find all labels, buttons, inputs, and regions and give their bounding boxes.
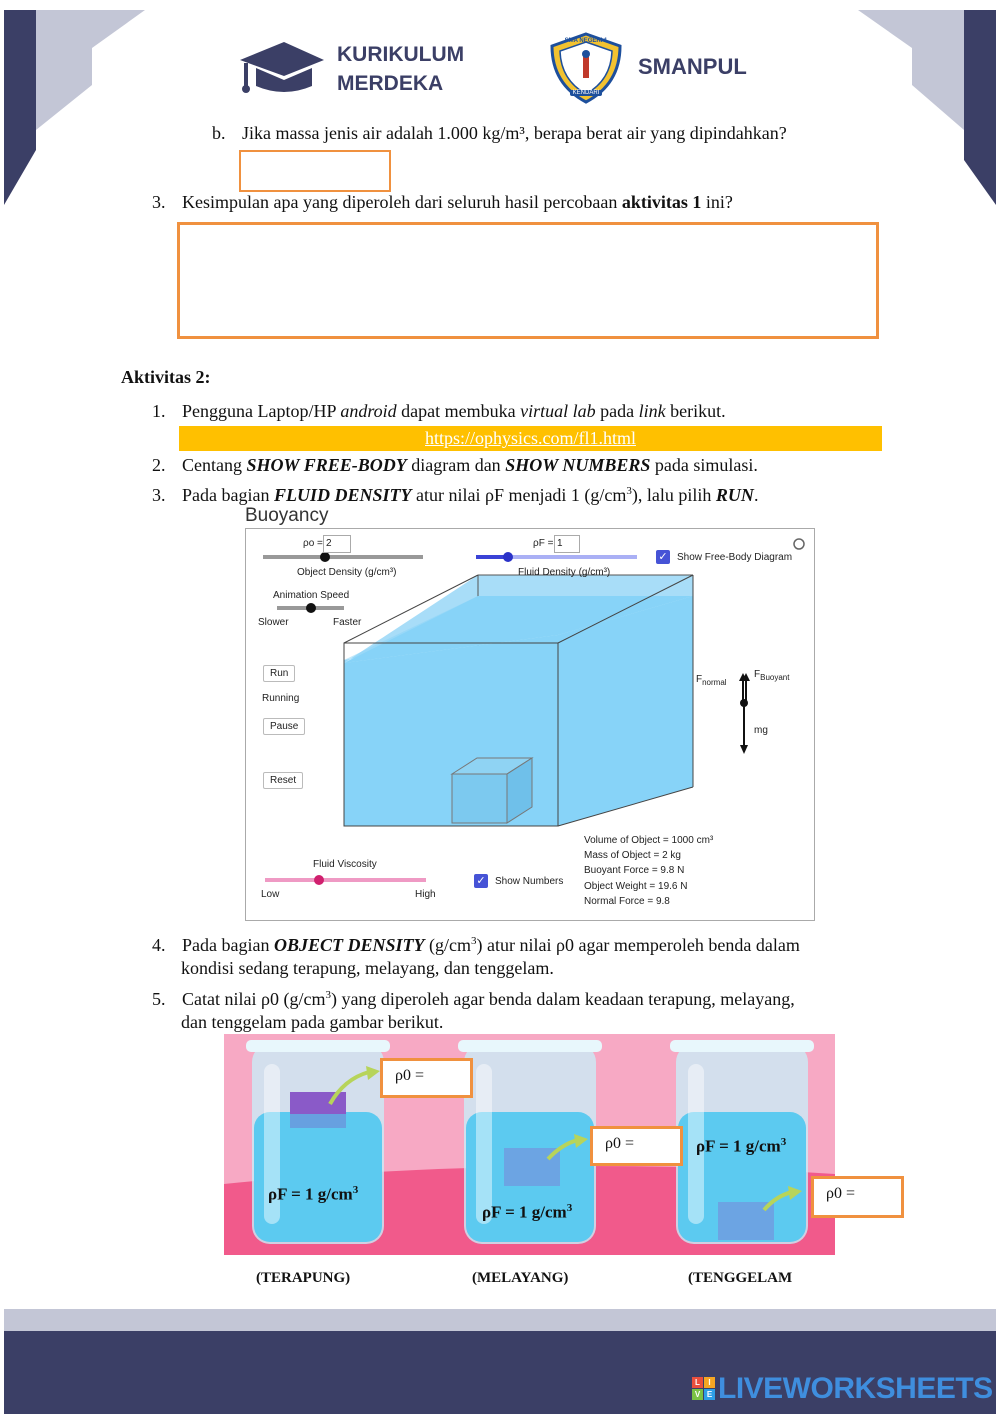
step-3-text-d: ), lalu pilih — [631, 485, 716, 505]
caption-tenggelam: (TENGGELAM — [688, 1270, 793, 1286]
step-1-text-c: dapat membuka — [396, 401, 521, 421]
fluid-sup-3: 3 — [780, 1136, 787, 1148]
step-5-text-b: ) yang diperoleh agar benda dalam keadaan terapung, melayang, — [330, 989, 795, 1009]
step-4-line-2: kondisi sedang terapung, melayang, dan tenggelam. — [181, 958, 554, 978]
logo-top-text: SMA NEGERI 1 — [564, 38, 608, 44]
step-4-sup: 3 — [471, 935, 477, 947]
answer-box-melayang[interactable]: ρ0 = — [590, 1126, 683, 1166]
school-name: SMANPUL — [638, 54, 747, 79]
caption-terapung: (TERAPUNG) — [256, 1270, 351, 1286]
step-4-text-a: Pada bagian — [182, 935, 274, 955]
step-4-number: 4. — [152, 935, 166, 955]
liveworksheets-badge — [692, 1377, 716, 1401]
graduation-cap-icon — [236, 36, 326, 98]
readout-buoyant-force: Buoyant Force = 9.8 N — [584, 865, 685, 877]
answer-box-tenggelam[interactable]: ρ0 = — [811, 1176, 904, 1218]
step-5 — [152, 984, 795, 1010]
step-3-text-f: . — [753, 485, 759, 505]
virtual-lab-link[interactable]: https://ophysics.com/fl1.html — [425, 428, 636, 448]
readout-mass: Mass of Object = 2 kg — [584, 850, 681, 862]
mg-label: mg — [754, 725, 768, 736]
beaker-illustration — [224, 1034, 835, 1255]
low-label: Low — [261, 889, 280, 900]
question-3-text: Kesimpulan apa yang diperoleh dari seluruh hasil percobaan — [182, 192, 622, 212]
step-2 — [152, 454, 758, 476]
step-2-text-d: SHOW NUMBERS — [505, 455, 651, 475]
badge-l: L — [692, 1377, 703, 1388]
step-2-text-b: SHOW FREE-BODY — [246, 455, 407, 475]
question-2b-marker: b. — [212, 123, 226, 143]
step-1 — [152, 400, 726, 422]
fluid-label-terapung — [268, 1184, 358, 1205]
step-3-number: 3. — [152, 485, 166, 505]
step-4-text-c: (g/cm — [424, 935, 471, 955]
readout-volume: Volume of Object = 1000 cm³ — [584, 835, 714, 846]
step-1-text-e: pada — [595, 401, 639, 421]
reset-button[interactable]: Reset — [263, 772, 303, 789]
question-2b-text: Jika massa jenis air adalah 1.000 kg/m³, berapa berat air yang dipindahkan? — [242, 123, 787, 143]
f-normal-label — [696, 674, 727, 687]
fluid-label-melayang — [482, 1202, 572, 1223]
fluid-label-tenggelam — [696, 1136, 786, 1157]
badge-e: E — [704, 1389, 715, 1400]
step-3 — [152, 480, 758, 506]
step-3-text-b: FLUID DENSITY — [273, 485, 412, 505]
step-2-number: 2. — [152, 455, 166, 475]
fluid-viscosity-label: Fluid Viscosity — [313, 859, 377, 870]
f-normal-sub: normal — [702, 678, 727, 687]
fluid-sup-2: 3 — [566, 1202, 573, 1214]
school-logo — [548, 32, 624, 104]
f-buoyant-sub: Buoyant — [760, 673, 790, 682]
logo-bottom-text: KENDARI — [570, 90, 602, 96]
question-2b — [212, 122, 787, 144]
step-2-text-c: diagram dan — [406, 455, 506, 475]
readout-normal-force: Normal Force = 9.8 — [584, 895, 670, 907]
f-buoyant-label — [754, 669, 789, 682]
answer-box-2b[interactable] — [239, 150, 391, 192]
step-5-sup: 3 — [325, 989, 331, 1001]
simulation-panel — [245, 528, 815, 921]
step-4-text-d: ) atur nilai ρ0 agar memperoleh benda dalam — [476, 935, 800, 955]
fluid-density-input[interactable]: 1 — [554, 535, 580, 553]
fbd-checkbox[interactable]: ✓ — [656, 550, 670, 564]
step-1-text-f: link — [638, 401, 666, 421]
running-status: Running — [262, 693, 300, 704]
faster-label: Faster — [333, 617, 362, 628]
step-1-text-g: berikut. — [665, 401, 726, 421]
object-density-caption: Object Density (g/cm³) — [297, 567, 397, 578]
liveworksheets-wordmark: LIVEWORKSHEETS — [718, 1372, 993, 1405]
step-5-number: 5. — [152, 989, 166, 1009]
caption-melayang: (MELAYANG) — [472, 1270, 569, 1286]
pause-button[interactable]: Pause — [263, 718, 305, 735]
step-5-text-a: Catat nilai ρ0 (g/cm — [182, 989, 326, 1009]
sim-title: Buoyancy — [245, 505, 329, 526]
step-1-text-d: virtual lab — [520, 401, 596, 421]
header-decoration — [0, 0, 1000, 220]
f-normal-letter: F — [696, 674, 703, 685]
step-3-text-a: Pada bagian — [182, 485, 274, 505]
question-3-bold: aktivitas 1 — [621, 192, 702, 212]
show-numbers-checkbox[interactable]: ✓ — [474, 874, 488, 888]
step-1-number: 1. — [152, 401, 166, 421]
question-3-text-end: ini? — [701, 192, 733, 212]
step-1-text-a: Pengguna Laptop/HP — [182, 401, 341, 421]
object-density-label: ρo = — [303, 538, 323, 549]
readout-object-weight: Object Weight = 19.6 N — [584, 880, 688, 892]
run-button[interactable]: Run — [263, 665, 295, 682]
step-4 — [152, 930, 800, 956]
slower-label: Slower — [258, 617, 289, 628]
footer-stripe — [4, 1309, 996, 1331]
badge-v: V — [692, 1389, 703, 1400]
object-density-input[interactable]: 2 — [323, 535, 351, 553]
step-5-line-2: dan tenggelam pada gambar berikut. — [181, 1012, 444, 1032]
question-3 — [152, 191, 733, 213]
link-banner — [179, 426, 882, 451]
badge-i: I — [704, 1377, 715, 1388]
fluid-density-caption: Fluid Density (g/cm³) — [518, 567, 611, 578]
step-3-sup: 3 — [626, 485, 632, 497]
high-label: High — [415, 889, 436, 900]
step-2-text-e: pada simulasi. — [650, 455, 758, 475]
f-buoyant-letter: F — [754, 669, 761, 680]
question-3-number: 3. — [152, 192, 166, 212]
fluid-sup-1: 3 — [352, 1184, 359, 1196]
fluid-text-2: ρF = 1 g/cm — [482, 1202, 567, 1222]
step-2-text-a: Centang — [182, 455, 247, 475]
show-numbers-label: Show Numbers — [495, 876, 564, 887]
readouts — [584, 833, 713, 909]
activity-2-title: Aktivitas 2: — [121, 367, 211, 387]
step-4-text-b: OBJECT DENSITY — [273, 935, 425, 955]
brand-line-2: MERDEKA — [337, 72, 444, 95]
step-3-text-c: atur nilai ρF menjadi 1 (g/cm — [411, 485, 627, 505]
fluid-density-label: ρF = — [533, 538, 554, 549]
step-1-text-b: android — [340, 401, 397, 421]
answer-box-3[interactable] — [177, 222, 879, 339]
fbd-label: Show Free-Body Diagram — [677, 552, 793, 563]
brand-line-1: KURIKULUM — [337, 43, 465, 66]
fluid-text-3: ρF = 1 g/cm — [696, 1136, 781, 1156]
answer-box-terapung[interactable]: ρ0 = — [380, 1058, 473, 1098]
fluid-text-1: ρF = 1 g/cm — [268, 1184, 353, 1204]
animation-speed-label: Animation Speed — [273, 590, 350, 601]
step-3-text-e: RUN — [715, 485, 754, 505]
